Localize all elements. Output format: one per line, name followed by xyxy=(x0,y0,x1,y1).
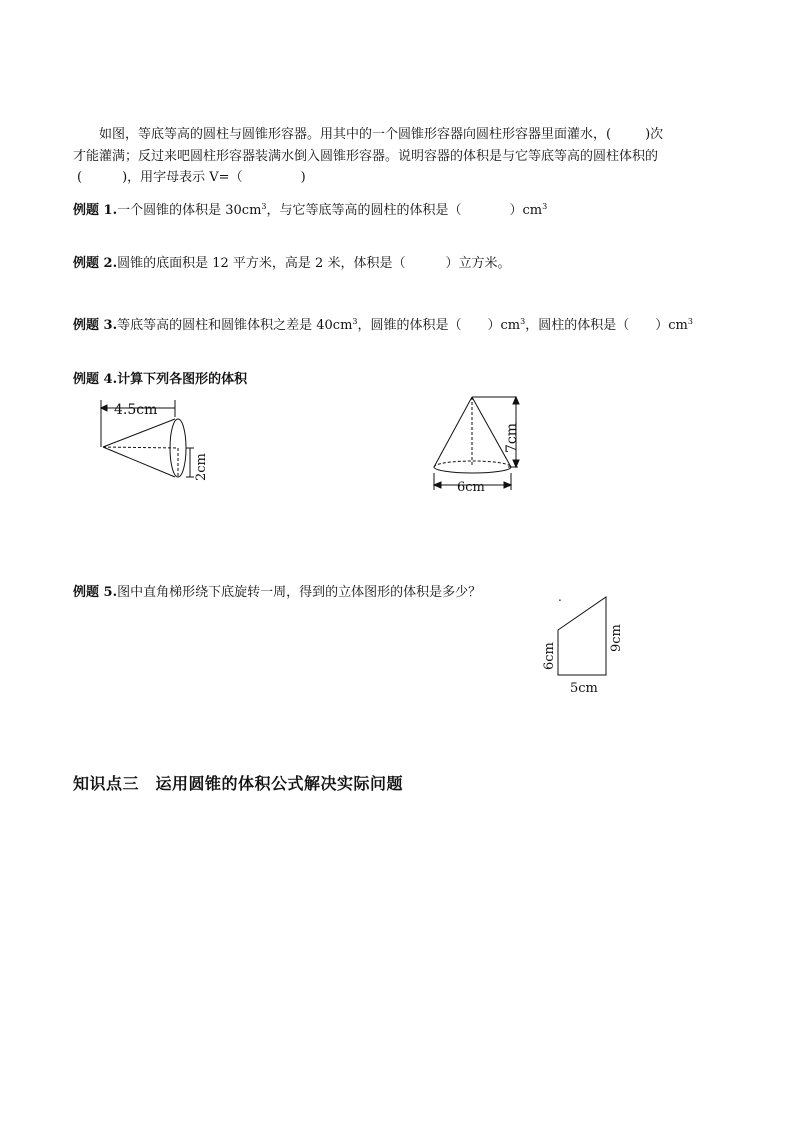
example-1 xyxy=(73,198,547,220)
example-3-sup-c: 3 xyxy=(520,317,526,326)
example-2-text-a: 圆锥的底面积是 12 平方米，高是 2 米，体积是（ xyxy=(117,256,406,271)
example-5-text: 图中直角梯形绕下底旋转一周，得到的立体图形的体积是多少？ xyxy=(117,585,482,600)
fig2-diameter-arrow-left xyxy=(434,482,441,488)
fig3-trapezoid-shape xyxy=(558,597,606,675)
section-3-heading: 知识点三 运用圆锥的体积公式解决实际问题 xyxy=(73,774,404,793)
example-3-text-e: ）cm xyxy=(655,318,688,333)
fig1-axis-dashed xyxy=(103,447,178,448)
example-1-label: 例题 1. xyxy=(73,203,118,218)
fig2-left-slant xyxy=(434,397,472,467)
fig1-bottom-slant xyxy=(103,447,175,477)
example-1-text-a: 一个圆锥的体积是 30cm xyxy=(117,203,262,218)
figure-horizontal-cone xyxy=(95,395,215,490)
example-2-label: 例题 2. xyxy=(73,256,118,271)
figure-right-trapezoid xyxy=(538,590,633,700)
fig3-left-label: 6cm xyxy=(542,642,557,670)
example-3-sup-e: 3 xyxy=(687,317,693,326)
fig1-top-slant xyxy=(103,419,175,447)
fig2-height-arrow-top xyxy=(513,397,519,404)
example-3-text-d: ，圆柱的体积是（ xyxy=(525,318,630,333)
example-4-text: 计算下列各图形的体积 xyxy=(117,372,248,387)
intro-line-2 xyxy=(73,148,658,166)
intro-line-3-open: ( xyxy=(77,170,83,185)
example-2 xyxy=(73,255,510,273)
intro-line-3-text: )，用字母表示 V=（ xyxy=(122,170,243,185)
intro-line-1-text: 如图，等底等高的圆柱与圆锥形容器。用其中的一个圆锥形容器向圆柱形容器里面灌水，( xyxy=(99,127,612,142)
fig2-diameter-label: 6cm xyxy=(457,480,485,495)
example-1-text-c: ）cm xyxy=(509,203,543,218)
example-2-text-b: ）立方米。 xyxy=(445,256,511,271)
fig1-length-arrow-left xyxy=(101,405,107,411)
figure-upright-cone xyxy=(428,393,528,493)
example-1-text-b: ，与它等底等高的圆柱的体积是（ xyxy=(266,203,462,218)
example-1-sup-a: 3 xyxy=(261,202,267,211)
example-3-text-c: ）cm xyxy=(487,318,521,333)
example-3-text-a: 等底等高的圆柱和圆锥体积之差是 40cm xyxy=(117,318,353,333)
example-5 xyxy=(73,584,481,602)
intro-line-3 xyxy=(77,169,306,187)
fig1-radius-label: 2cm xyxy=(194,453,209,481)
fig1-length-label: 4.5cm xyxy=(114,402,158,418)
example-5-label: 例题 5. xyxy=(73,585,118,600)
fig3-right-label: 9cm xyxy=(609,624,624,652)
intro-line-1 xyxy=(99,126,663,144)
example-5-dot: . xyxy=(558,590,562,604)
fig3-bottom-label: 5cm xyxy=(570,681,598,696)
example-4 xyxy=(73,371,247,389)
example-1-sup-c: 3 xyxy=(542,202,548,211)
example-4-label: 例题 4. xyxy=(73,372,118,387)
fig2-diameter-arrow-right xyxy=(504,482,511,488)
intro-line-2-text: 才能灌满；反过来吧圆柱形容器装满水倒入圆锥形容器。说明容器的体积是与它等底等高的圆柱体积的 xyxy=(73,149,659,164)
fig2-height-label: 7cm xyxy=(504,422,520,453)
example-3-sup-a: 3 xyxy=(352,317,358,326)
intro-line-3-close: ) xyxy=(300,170,306,185)
example-3 xyxy=(73,313,693,335)
intro-line-1-tail: )次 xyxy=(645,127,664,142)
fig2-base-front-arc xyxy=(434,467,511,473)
fig2-height-arrow-bottom xyxy=(513,460,519,467)
example-3-text-b: ，圆锥的体积是（ xyxy=(357,318,462,333)
example-3-label: 例题 3. xyxy=(73,318,118,333)
